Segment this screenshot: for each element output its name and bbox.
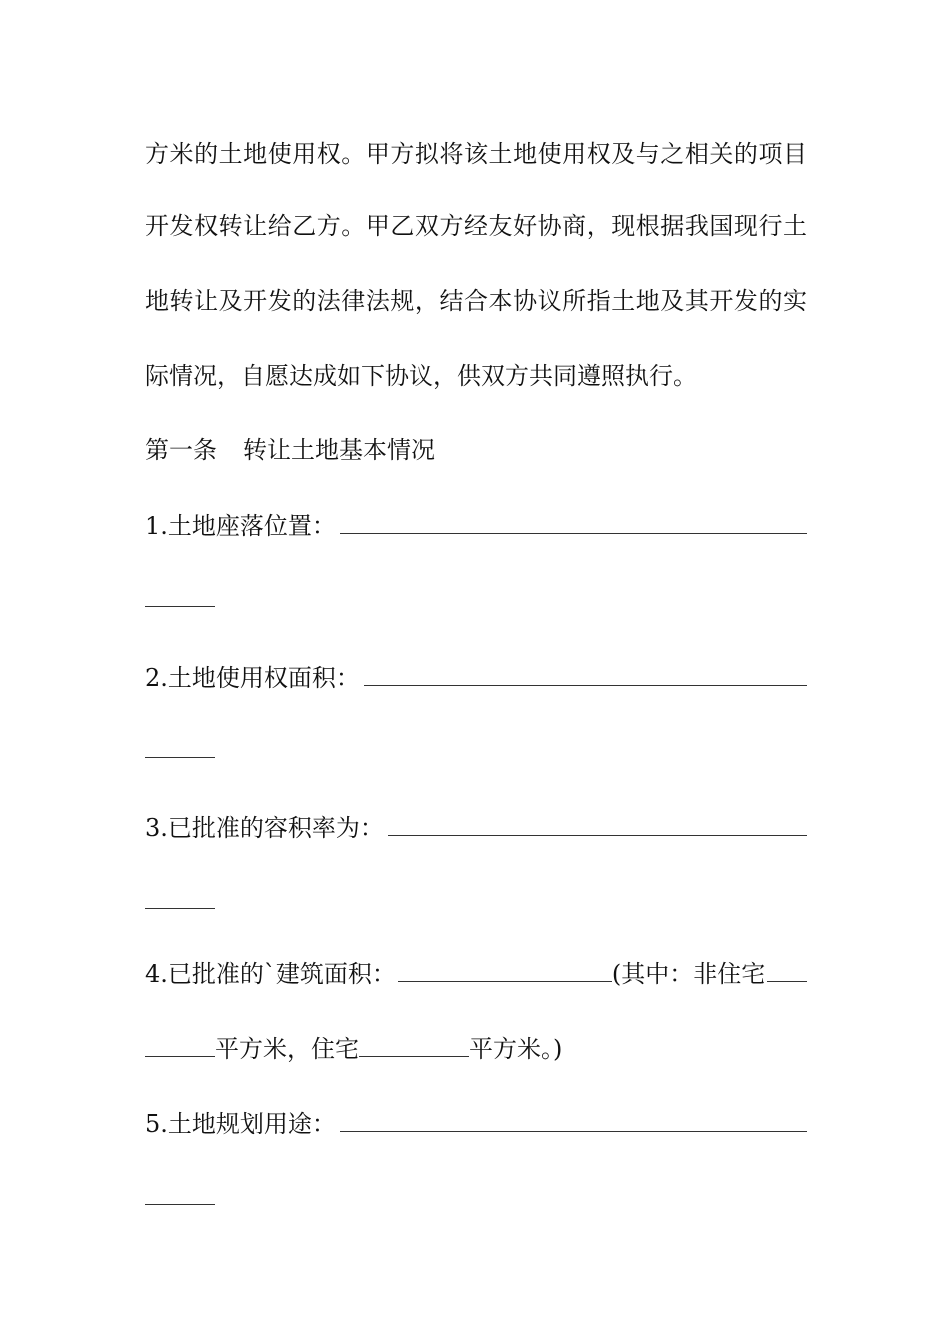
item-building-area bbox=[145, 954, 807, 994]
paragraph-line-2: 开发权转让给乙方。甲乙双方经友好协商，现根据我国现行土 bbox=[145, 212, 807, 240]
item-building-area-cont bbox=[145, 1029, 807, 1069]
residential-blank bbox=[359, 1029, 469, 1057]
paragraph-line-3: 地转让及开发的法律法规，结合本协议所指土地及其开发的实 bbox=[145, 287, 807, 315]
paragraph-line-4: 际情况，自愿达成如下协议，供双方共同遵照执行。 bbox=[145, 362, 697, 390]
area-blank bbox=[364, 658, 807, 686]
article-heading bbox=[145, 430, 807, 470]
building-area-cont2: 平方米。) bbox=[469, 1035, 563, 1063]
location-blank bbox=[340, 506, 807, 534]
item-use bbox=[145, 1104, 807, 1144]
far-blank-cont bbox=[145, 908, 215, 909]
location-label: 1.土地座落位置： bbox=[145, 512, 336, 540]
area-blank-cont bbox=[145, 757, 215, 758]
location-blank-cont bbox=[145, 606, 215, 607]
building-area-cont1: 平方米，住宅 bbox=[215, 1035, 359, 1063]
non-residential-blank-cont bbox=[145, 1029, 215, 1057]
area-label: 2.土地使用权面积： bbox=[145, 664, 360, 692]
far-label: 3.已批准的容积率为： bbox=[145, 814, 384, 842]
article-number: 第一条 bbox=[145, 436, 217, 464]
paragraph-line-1: 方米的土地使用权。甲方拟将该土地使用权及与之相关的项目 bbox=[145, 140, 807, 168]
use-label: 5.土地规划用途： bbox=[145, 1110, 336, 1138]
building-area-paren: (其中：非住宅 bbox=[611, 960, 766, 988]
article-title: 转让土地基本情况 bbox=[243, 436, 435, 464]
item-location bbox=[145, 506, 807, 546]
building-area-label: 4.已批准的`建筑面积： bbox=[145, 960, 396, 988]
far-blank bbox=[388, 808, 807, 836]
building-area-blank bbox=[398, 954, 612, 982]
non-residential-blank bbox=[767, 954, 807, 982]
item-area bbox=[145, 658, 807, 698]
use-blank bbox=[340, 1104, 807, 1132]
item-far bbox=[145, 808, 807, 848]
use-blank-cont bbox=[145, 1204, 215, 1205]
